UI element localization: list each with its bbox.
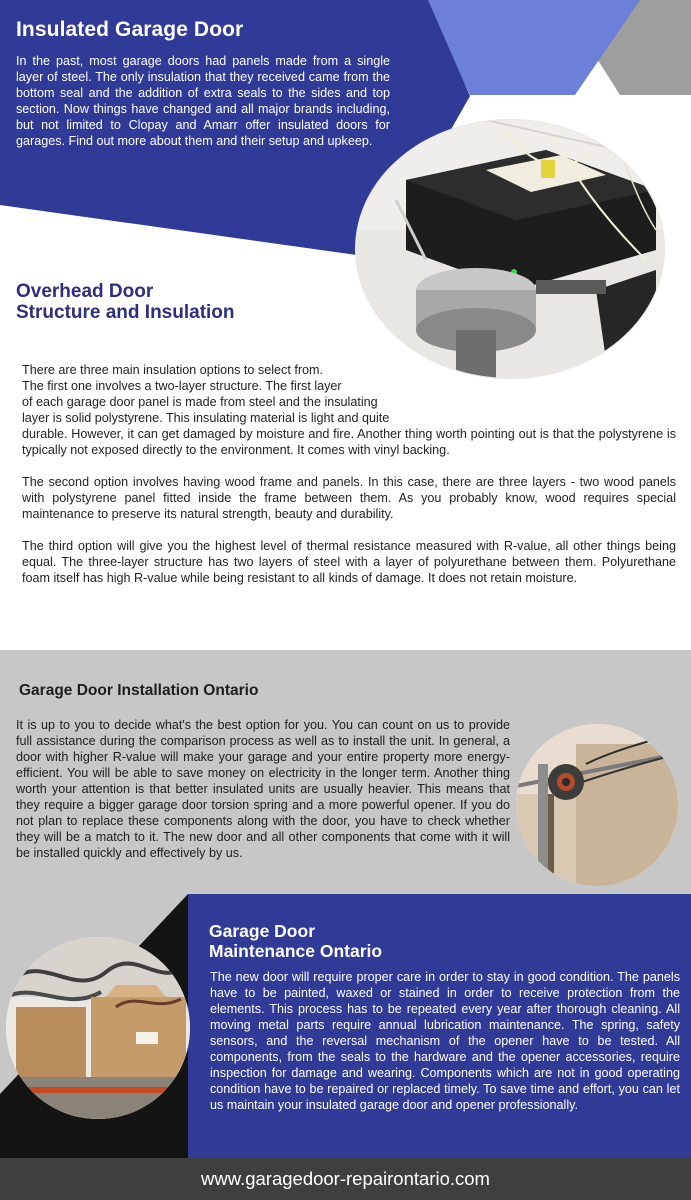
- paragraph-line: of each garage door panel is made from steel and the insulating: [22, 395, 378, 409]
- structure-body: [22, 362, 676, 602]
- structure-heading: [16, 281, 235, 323]
- installation-section: [0, 650, 691, 1158]
- section-title: Insulated Garage Door: [16, 18, 244, 41]
- footer-bar: [0, 1158, 691, 1200]
- spring-illustration: [516, 724, 678, 886]
- garage-door-opener-photo: [356, 120, 664, 378]
- opener-illustration: [356, 120, 664, 378]
- maintenance-heading: [209, 921, 382, 961]
- maintenance-paragraph: The new door will require proper care in order to stay in good condition. The panels have to be painted, waxed or stained in order to receive protection from the elements. This process has to be repeated every year after thorough cleaning. All moving metal parts require annual lubrication maintenance. The spring, safety sensors, and the reversal mechanism of the opener have to be tested. All components, from the seals to the hardware and the opener accessories, require inspection for damage and wearing. Components which are not in good operating condition have to be repaired or replaced timely. To save time and effort, you can let us maintain your insulated garage door and opener professionally.: [210, 970, 680, 1112]
- structure-heading-line1: Overhead Door: [16, 281, 154, 302]
- maintenance-heading-line1: Garage Door: [209, 921, 315, 941]
- paragraph-continued: durable. However, it can get damaged by moisture and fire. Another thing worth pointing out is that the polystyrene is typically not exposed directly to the environment. It comes with vinyl backing.: [22, 427, 676, 457]
- structure-paragraph-3: The third option will give you the highest level of thermal resistance measured with R-value, all other things being equal. The three-layer structure has two layers of steel with a layer of polyurethane between them. Polyurethane foam itself has high R-value while being resistant to all kinds of damage. It does not retain moisture.: [22, 539, 676, 585]
- website-link[interactable]: www.garagedoor-repairontario.com: [201, 1168, 490, 1189]
- installation-paragraph: It is up to you to decide what's the best option for you. You can count on us to provide full assistance during the comparison process as well as to install the unit. In general, a door with higher R-value will make your garage and your entire property more energy-efficient. You will be able to save money on electricity in the longer term. Another thing worth your attention is that better insulated units are usually heavier. This means that they require a bigger garage door torsion spring and a more powerful opener. If you do not plan to replace these components along with the door, you have to check whether they will be a match to it. The new door and all other components that come with it will be installed quickly and effectively by us.: [16, 718, 510, 860]
- paragraph-line: There are three main insulation options to select from.: [22, 363, 324, 377]
- structure-paragraph-1: [22, 362, 676, 458]
- structure-paragraph-2: The second option involves having wood frame and panels. In this case, there are three layers - two wood panels with polystyrene panel fitted inside the frame between them. As you probably know, wood requires special maintenance to preserve its natural strength, beauty and durability.: [22, 475, 676, 521]
- torsion-spring-photo: [516, 724, 678, 886]
- paragraph-line: The first one involves a two-layer structure. The first layer: [22, 379, 342, 393]
- intro-paragraph: In the past, most garage doors had panels made from a single layer of steel. The only insulation that they received came from the bottom seal and the addition of extra seals to the sides and top section. Now things have changed and all major brands including, but not limited to Clopay and Amarr offer insulated doors for garages. Find out more about them and their setup and upkeep.: [16, 54, 390, 148]
- boxes-illustration: [6, 937, 190, 1119]
- parts-boxes-photo: [6, 937, 190, 1119]
- paragraph-line: layer is solid polystyrene. This insulating material is light and quite: [22, 411, 390, 425]
- installation-heading: Garage Door Installation Ontario: [19, 682, 259, 699]
- maintenance-heading-line2: Maintenance Ontario: [209, 941, 383, 961]
- structure-heading-line2: Structure and Insulation: [16, 302, 235, 323]
